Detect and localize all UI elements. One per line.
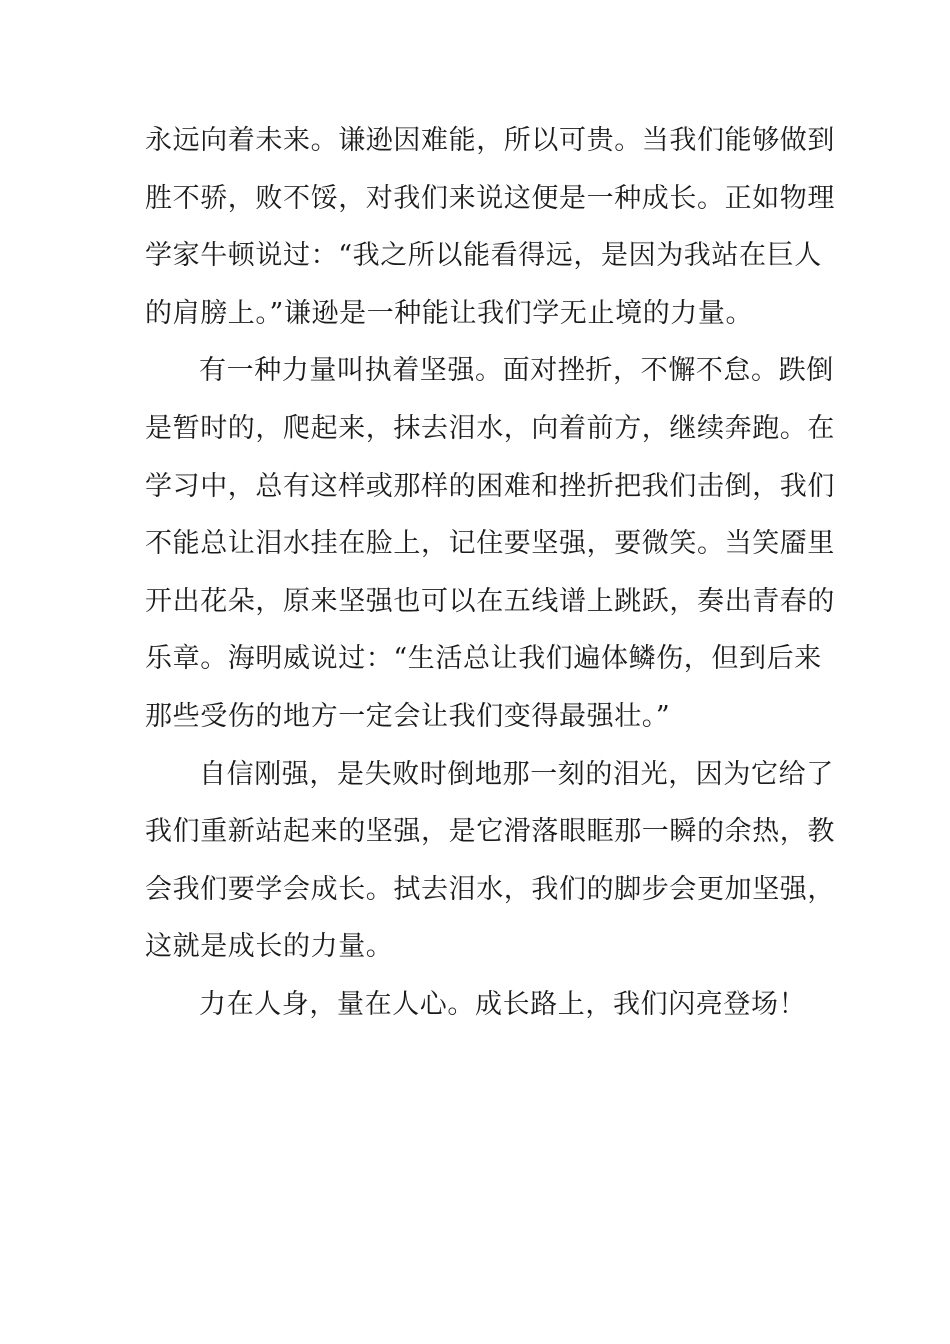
text-line: 力在人身，量在人心。成长路上，我们闪亮登场！: [199, 988, 807, 1020]
text-line: 开出花朵，原来坚强也可以在五线谱上跳跃，奏出青春的: [145, 585, 835, 617]
text-line: 自信刚强，是失败时倒地那一刻的泪光，因为它给了: [199, 758, 834, 790]
text-line: 胜不骄，败不馁，对我们来说这便是一种成长。正如物理: [145, 182, 835, 214]
text-line: 不能总让泪水挂在脸上，记住要坚强，要微笑。当笑靥里: [145, 528, 835, 560]
text-line: 那些受伤的地方一定会让我们变得最强壮。”: [145, 700, 671, 732]
text-line: 这就是成长的力量。: [145, 931, 394, 963]
paragraph-1: [145, 112, 835, 342]
text-line: 我们重新站起来的坚强，是它滑落眼眶那一瞬的余热，教: [145, 816, 835, 848]
text-line: 学家牛顿说过：“我之所以能看得远，是因为我站在巨人: [145, 240, 822, 272]
text-line: 永远向着未来。谦逊因难能，所以可贵。当我们能够做到: [145, 125, 835, 156]
paragraph-3: [145, 746, 835, 976]
body-text: [145, 112, 835, 1034]
text-line: 乐章。海明威说过：“生活总让我们遍体鳞伤，但到后来: [145, 643, 822, 675]
text-line: 的肩膀上。”谦逊是一种能让我们学无止境的力量。: [145, 297, 754, 329]
paragraph-2: [145, 342, 835, 745]
text-line: 是暂时的，爬起来，抹去泪水，向着前方，继续奔跑。在: [145, 412, 835, 444]
paragraph-4: [145, 976, 810, 1034]
text-line: 学习中，总有这样或那样的困难和挫折把我们击倒，我们: [145, 470, 835, 502]
text-line: 有一种力量叫执着坚强。面对挫折，不懈不怠。跌倒: [199, 355, 834, 387]
text-line: 会我们要学会成长。拭去泪水，我们的脚步会更加坚强，: [145, 873, 835, 905]
